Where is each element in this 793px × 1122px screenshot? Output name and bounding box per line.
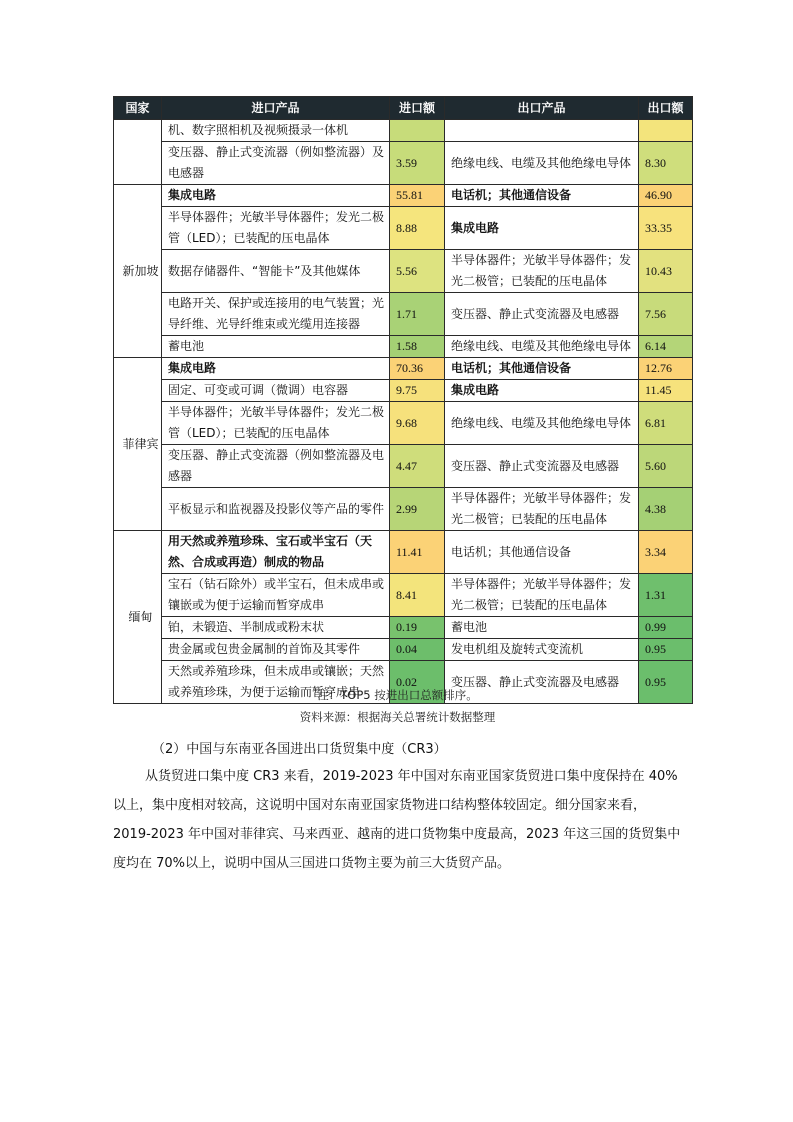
export-product-cell: 电话机；其他通信设备 [445,531,639,574]
country-cell: 新加坡 [114,185,162,358]
export-value-cell: 10.43 [639,250,693,293]
table-source: 资料来源：根据海关总署统计数据整理 [299,710,496,724]
export-value-cell: 5.60 [639,445,693,488]
export-value-cell: 4.38 [639,488,693,531]
import-product-cell: 变压器、静止式变流器（例如整流器及电感器 [162,445,390,488]
import-value-cell: 9.68 [390,402,445,445]
import-value-cell: 8.41 [390,574,445,617]
table-row [114,358,693,380]
export-value-cell: 8.30 [639,142,693,185]
export-value-cell: 0.99 [639,617,693,639]
country-cell [114,120,162,185]
export-product-cell [445,120,639,142]
import-product-cell: 平板显示和监视器及投影仪等产品的零件 [162,488,390,531]
export-product-cell: 半导体器件；光敏半导体器件；发光二极管；已装配的压电晶体 [445,488,639,531]
table-row [114,639,693,661]
import-product-cell: 半导体器件；光敏半导体器件；发光二极管（LED）；已装配的压电晶体 [162,207,390,250]
table-row [114,445,693,488]
export-value-cell: 3.34 [639,531,693,574]
import-product-cell: 机、数字照相机及视频摄录一体机 [162,120,390,142]
table-row [114,250,693,293]
import-product-cell: 集成电路 [162,358,390,380]
country-cell: 菲律宾 [114,358,162,531]
import-value-cell: 5.56 [390,250,445,293]
import-value-cell: 1.71 [390,293,445,336]
trade-table [113,96,693,704]
export-value-cell: 12.76 [639,358,693,380]
export-product-cell: 变压器、静止式变流器及电感器 [445,445,639,488]
export-value-cell: 33.35 [639,207,693,250]
import-product-cell: 铂，未锻造、半制成或粉末状 [162,617,390,639]
export-product-cell: 电话机；其他通信设备 [445,358,639,380]
import-value-cell: 9.75 [390,380,445,402]
import-product-cell: 集成电路 [162,185,390,207]
import-value-cell: 4.47 [390,445,445,488]
import-product-cell: 电路开关、保护或连接用的电气装置；光导纤维、光导纤维束或光缆用连接器 [162,293,390,336]
import-value-cell: 11.41 [390,531,445,574]
export-product-cell: 半导体器件；光敏半导体器件；发光二极管；已装配的压电晶体 [445,250,639,293]
export-product-cell: 绝缘电线、电缆及其他绝缘电导体 [445,402,639,445]
table-row [114,574,693,617]
header-country: 国家 [114,97,162,120]
import-product-cell: 天然或养殖珍珠，但未成串或镶嵌；天然或养殖珍珠，为便于运输而暂穿成串 [162,661,390,704]
import-value-cell: 0.04 [390,639,445,661]
export-value-cell: 11.45 [639,380,693,402]
table-row [114,488,693,531]
import-value-cell: 0.19 [390,617,445,639]
import-product-cell: 宝石（钻石除外）或半宝石，但未成串或镶嵌或为便于运输而暂穿成串 [162,574,390,617]
export-value-cell: 1.31 [639,574,693,617]
export-product-cell: 集成电路 [445,207,639,250]
import-product-cell: 蓄电池 [162,336,390,358]
table-header-row [114,97,693,120]
table-note: 注：TOP5 按进出口总额排序。 [317,688,478,702]
import-value-cell [390,120,445,142]
export-product-cell: 电话机；其他通信设备 [445,185,639,207]
header-import-value: 进口额 [390,97,445,120]
import-product-cell: 半导体器件；光敏半导体器件；发光二极管（LED）；已装配的压电晶体 [162,402,390,445]
export-value-cell [639,120,693,142]
import-product-cell: 变压器、静止式变流器（例如整流器）及电感器 [162,142,390,185]
export-value-cell: 46.90 [639,185,693,207]
header-import-product: 进口产品 [162,97,390,120]
export-product-cell: 集成电路 [445,380,639,402]
export-product-cell: 变压器、静止式变流器及电感器 [445,293,639,336]
import-value-cell: 8.88 [390,207,445,250]
table-row [114,617,693,639]
paragraph-line: 度均在 70%以上，说明中国从三国进口货物主要为前三大货贸产品。 [113,856,511,871]
import-value-cell: 1.58 [390,336,445,358]
export-value-cell: 0.95 [639,661,693,704]
body-paragraph [113,762,682,878]
export-value-cell: 6.81 [639,402,693,445]
country-cell: 缅甸 [114,531,162,704]
export-product-cell: 绝缘电线、电缆及其他绝缘电导体 [445,336,639,358]
export-product-cell: 蓄电池 [445,617,639,639]
table-row [114,142,693,185]
import-product-cell: 数据存储器件、“智能卡”及其他媒体 [162,250,390,293]
table-row [114,207,693,250]
table-row [114,293,693,336]
table-row [114,402,693,445]
table-row [114,531,693,574]
import-value-cell: 70.36 [390,358,445,380]
section-subheading: （2）中国与东南亚各国进出口货贸集中度（CR3） [152,742,447,757]
import-value-cell: 2.99 [390,488,445,531]
import-value-cell: 55.81 [390,185,445,207]
import-product-cell: 固定、可变或可调（微调）电容器 [162,380,390,402]
table-row [114,336,693,358]
table-row [114,380,693,402]
header-export-product: 出口产品 [445,97,639,120]
paragraph-line: 从货贸进口集中度 CR3 来看，2019-2023 年中国对东南亚国家货贸进口集中度保持在 40% [145,769,678,784]
import-value-cell: 3.59 [390,142,445,185]
export-value-cell: 6.14 [639,336,693,358]
export-product-cell: 绝缘电线、电缆及其他绝缘电导体 [445,142,639,185]
export-product-cell: 半导体器件；光敏半导体器件；发光二极管；已装配的压电晶体 [445,574,639,617]
header-export-value: 出口额 [639,97,693,120]
table-row [114,120,693,142]
export-value-cell: 0.95 [639,639,693,661]
import-product-cell: 用天然或养殖珍珠、宝石或半宝石（天然、合成或再造）制成的物品 [162,531,390,574]
paragraph-line: 以上，集中度相对较高，这说明中国对东南亚国家货物进口结构整体较固定。细分国家来看， [113,798,647,813]
import-value-cell: 0.02 [390,661,445,704]
table-body [114,120,693,704]
export-product-cell: 发电机组及旋转式变流机 [445,639,639,661]
paragraph-line: 2019-2023 年中国对菲律宾、马来西亚、越南的进口货物集中度最高，2023 年这三国的货贸集中 [113,827,681,842]
export-product-cell: 变压器、静止式变流器及电感器 [445,661,639,704]
table-row [114,185,693,207]
import-product-cell: 贵金属或包贵金属制的首饰及其零件 [162,639,390,661]
export-value-cell: 7.56 [639,293,693,336]
